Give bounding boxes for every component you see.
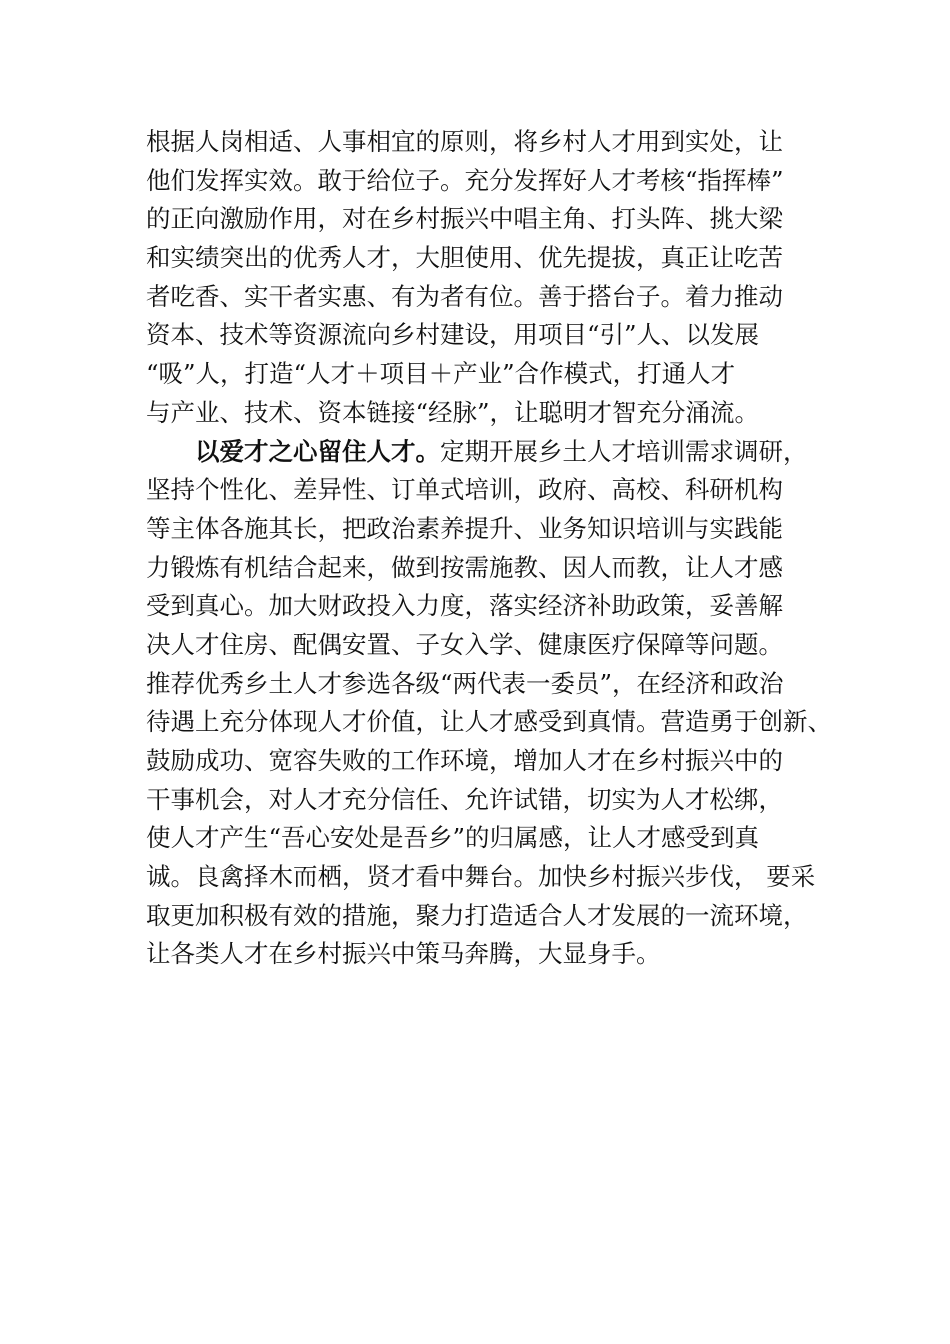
- paragraph-line-rest: 定期开展乡土人才培训需求调研，: [440, 436, 808, 466]
- paragraph-line: 使人才产生“吾心安处是吾乡”的归属感，让人才感受到真: [146, 823, 760, 853]
- paragraph-line: 鼓励成功、宽容失败的工作环境，增加人才在乡村振兴中的: [146, 746, 783, 775]
- paragraph-line: 等主体各施其长，把政治素养提升、业务知识培训与实践能: [146, 513, 783, 543]
- paragraph-1: [146, 123, 836, 433]
- paragraph-line: 决人才住房、配偶安置、子女入学、健康医疗保障等问题。: [146, 629, 783, 659]
- section-heading: 以爱才之心留住人才。: [195, 436, 440, 466]
- paragraph-line: 干事机会，对人才充分信任、允许试错，切实为人才松绑，: [146, 784, 783, 814]
- paragraph-line: 推荐优秀乡土人才参选各级“两代表一委员”，在经济和政治: [146, 668, 784, 698]
- paragraph-line: 和实绩突出的优秀人才，大胆使用、优先提拔，真正让吃苦: [146, 243, 783, 273]
- paragraph-line: “吸”人，打造“人才＋项目＋产业”合作模式，打通人才: [146, 359, 736, 389]
- paragraph-line: 让各类人才在乡村振兴中策马奔腾，大显身手。: [146, 939, 661, 969]
- paragraph-line: 根据人岗相适、人事相宜的原则，将乡村人才用到实处，让: [146, 127, 783, 156]
- paragraph-line: 受到真心。加大财政投入力度，落实经济补助政策，妥善解: [146, 591, 783, 621]
- paragraph-2: [146, 433, 836, 975]
- paragraph-line: 与产业、技术、资本链接“经脉”，让聪明才智充分涌流。: [146, 397, 760, 427]
- paragraph-line: 诚。良禽择木而栖，贤才看中舞台。加快乡村振兴步伐， 要采: [146, 862, 816, 892]
- paragraph-line: 待遇上充分体现人才价值，让人才感受到真情。营造勇于创新、: [146, 707, 832, 737]
- paragraph-line: 取更加积极有效的措施，聚力打造适合人才发展的一流环境，: [146, 900, 808, 930]
- paragraph-first-line: [146, 433, 836, 472]
- paragraph-line: 坚持个性化、差异性、订单式培训，政府、高校、科研机构: [146, 475, 783, 505]
- document-body: [146, 123, 836, 974]
- paragraph-line: 者吃香、实干者实惠、有为者有位。善于搭台子。着力推动: [146, 281, 783, 311]
- paragraph-line: 力锻炼有机结合起来，做到按需施教、因人而教，让人才感: [146, 552, 783, 582]
- paragraph-line: 资本、技术等资源流向乡村建设，用项目“引”人、以发展: [146, 320, 760, 350]
- paragraph-line: 的正向激励作用，对在乡村振兴中唱主角、打头阵、挑大梁: [146, 204, 783, 234]
- paragraph-line: 他们发挥实效。敢于给位子。充分发挥好人才考核“指挥棒”: [146, 165, 784, 195]
